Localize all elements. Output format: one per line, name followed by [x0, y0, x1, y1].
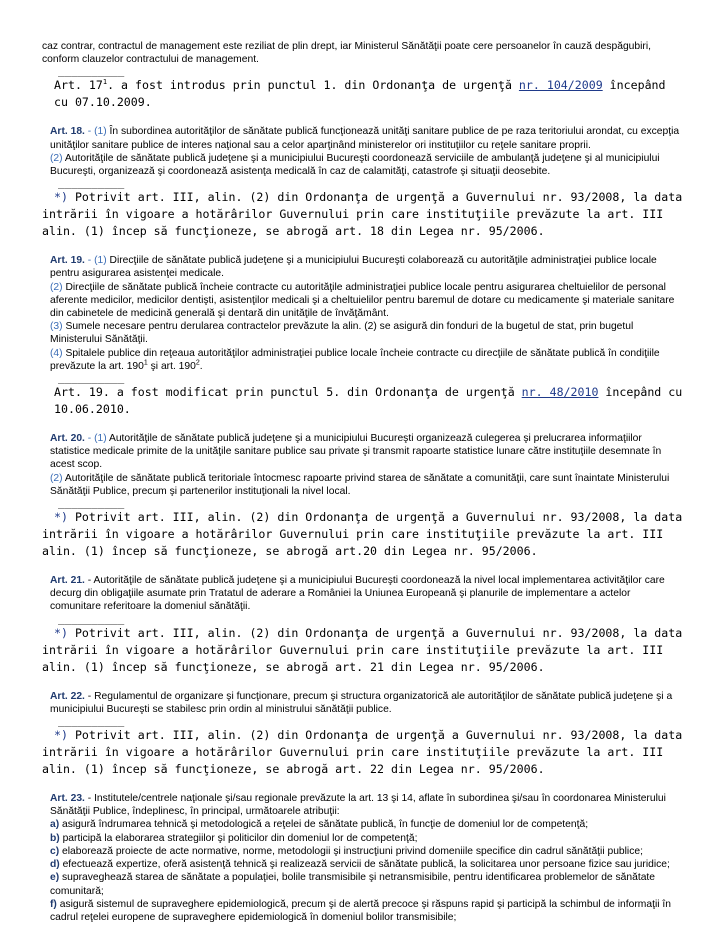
article-label: Art. 19.: [50, 255, 85, 267]
separator: __________: [58, 611, 125, 625]
article-label: Art. 21.: [50, 575, 85, 587]
article-23-item-d: d) efectuează expertize, oferă asistenţă tehnică şi realizează servicii de sănătate publică, la solicitarea unor persoane fizice sau juridice;: [50, 859, 670, 871]
article-23-intro: Art. 23. - Institutele/centrele naţionale şi/sau regionale prevăzute la art. 13 şi 14, aflate în subordinea şi/sau în coordonarea Ministerului Sănătăţii Publice, îndeplinesc, în principal, următoarele atribuţii:: [50, 793, 666, 818]
separator: __________: [58, 496, 125, 510]
article-20-p1: Art. 20. - (1) Autorităţile de sănătate publică judeţene şi a municipiului Bucureşti organizează culegerea şi prelucrarea informaţiilor statistice medicale primite de la unităţile sanitare publice sau private şi transmit rapoarte statistice lunare către instituţiile desemnate în acest scop.: [50, 433, 662, 471]
article-label: Art. 22.: [50, 690, 85, 702]
article-23-item-e: e) supraveghează starea de sănătate a populaţiei, bolile transmisibile şi netransmisibile, pentru identificarea problemelor de sănătate comunitară;: [50, 872, 656, 897]
footnote-art21: *) Potrivit art. III, alin. (2) din Ordonanţa de urgenţă a Guvernului nr. 93/2008, la data intrării în vigoare a hotărârilor Guvernului prin care instituţiile prevăzute la art. III alin. (1) încep să funcţioneze, se abrogă art. 21 din Legea nr. 95/2006.: [42, 625, 683, 674]
article-23-item-a: a) asigură îndrumarea tehnică şi metodologică a reţelei de sănătate publică, în funcţie de domeniul lor de competenţă;: [50, 819, 589, 831]
footnote-star: *): [54, 510, 68, 525]
footnote-art18: *) Potrivit art. III, alin. (2) din Ordonanţa de urgenţă a Guvernului nr. 93/2008, la data intrării în vigoare a hotărârilor Guvernului prin care instituţiile prevăzute la art. III alin. (1) încep să funcţioneze, se abrogă art. 18 din Legea nr. 95/2006.: [42, 190, 683, 239]
article-19-p4: (4) Spitalele publice din reţeaua autorităţilor administraţiei publice locale încheie contracte cu direcţiile de sănătate publică în condiţiile prevăzute la art. $190^1$ şi art. $190^2$.: [50, 347, 660, 372]
article-label: Art. 18.: [50, 126, 85, 138]
separator: __________: [58, 371, 125, 385]
article-20-p2: (2) Autorităţile de sănătate publică teritoriale întocmesc rapoarte privind starea de sănătate a comunităţii, care sunt înaintate Ministerului Sănătăţii Publice, precum şi partenerilor instituţionali la nivel local.: [50, 472, 670, 497]
article-23-item-c: c) elaborează proiecte de acte normative, norme, metodologii şi instrucţiuni privind domeniile specifice din cadrul sănătăţii publice;: [50, 845, 643, 857]
footnote-star: *): [54, 190, 68, 205]
article-label: Art. 20.: [50, 433, 85, 445]
article-21-p1: Art. 21. - Autorităţile de sănătate publică judeţene şi a municipiului Bucureşti coordonează la nivel local implementarea activităţilor care decurg din obligaţiile asumate prin Tratatul de aderare a României la Uniunea Europeană şi planurile de implementare a actelor comunitare referitoare la domeniul sănătăţii.: [50, 575, 665, 613]
amendment-note-art17: Art. $17^1$. a fost introdus prin punctul 1. din Ordonanţa de urgenţă nr. 104/2009 începând cu 07.10.2009.: [54, 78, 666, 110]
law-link[interactable]: nr. 48/2010: [521, 385, 599, 400]
separator: __________: [58, 714, 125, 728]
article-19-p2: (2) Direcţiile de sănătate publică încheie contracte cu autorităţile administraţiei publice locale pentru asigurarea cheltuielilor de personal aferente medicilor, medicilor dentişti, asistenţilor medicali şi a cheltuielilor pentru baremul de dotare cu medicamente şi materiale sanitare din cabinetele de medicină generală şi dentară din unităţile de învăţământ.: [50, 281, 675, 320]
article-23-item-b: b) participă la elaborarea strategiilor şi politicilor din domeniul lor de competenţă;: [50, 832, 418, 844]
article-label: Art. 23.: [50, 793, 85, 805]
document-page: [42, 40, 684, 924]
intro-paragraph: caz contrar, contractul de management este reziliat de plin drept, iar Ministerul Sănătăţii poate cere persoanelor în cauză despăgubiri, conform clauzelor contractului de management.: [42, 41, 651, 66]
footnote-art22: *) Potrivit art. III, alin. (2) din Ordonanţa de urgenţă a Guvernului nr. 93/2008, la data intrării în vigoare a hotărârilor Guvernului prin care instituţiile prevăzute la art. III alin. (1) încep să funcţioneze, se abrogă art. 22 din Legea nr. 95/2006.: [42, 728, 683, 777]
amendment-note-art19: Art. 19. a fost modificat prin punctul 5. din Ordonanţa de urgenţă nr. 48/2010 începând cu 10.06.2010.: [54, 385, 683, 417]
footnote-star: *): [54, 728, 68, 743]
law-link[interactable]: nr. 104/2009: [518, 78, 603, 93]
article-22-p1: Art. 22. - Regulamentul de organizare şi funcţionare, precum şi structura organizatorică ale autorităţilor de sănătate publică judeţene şi a municipiului Bucureşti se stabilesc prin ordin al ministrului sănătăţii publice.: [50, 690, 673, 715]
article-18-p2: (2) Autorităţile de sănătate publică judeţene şi a municipiului Bucureşti coordonează serviciile de ambulanţă judeţene şi al municipiului Bucureşti, organizează şi coordonează asistenţa medicală în caz de calamităţi, catastrofe şi situaţii deosebite.: [50, 152, 660, 178]
article-23-item-f: f) asigură sistemul de supraveghere epidemiologică, precum şi de alertă precoce şi răspuns rapid şi participă la schimbul de informaţii în cadrul reţelei europene de supraveghere epidemiologică în domeniul bolilor transmisibile;: [50, 898, 671, 923]
article-19-p1: Art. 19. - (1) Direcţiile de sănătate publică judeţene şi a municipiului Bucureşti colaborează cu autorităţile administraţiei publice locale pentru asigurarea asistenţei medicale.: [50, 255, 657, 280]
footnote-art20: *) Potrivit art. III, alin. (2) din Ordonanţa de urgenţă a Guvernului nr. 93/2008, la data intrării în vigoare a hotărârilor Guvernului prin care instituţiile prevăzute la art. III alin. (1) încep să funcţioneze, se abrogă art.20 din Legea nr. 95/2006.: [42, 510, 683, 559]
article-19-p3: (3) Sumele necesare pentru derularea contractelor prevăzute la alin. (2) se asigură din fonduri de la bugetul de stat, prin bugetul Ministerului Sănătăţii.: [50, 321, 634, 346]
article-18-p1: Art. 18. - (1) În subordinea autorităţilor de sănătate publică funcţionează unităţi sanitare publice de pe raza teritoriului arondat, cu excepţia unităţilor sanitare publice de interes naţional sau a celor aparţinând ministerelor ori instituţiilor cu reţele sanitare proprii.: [50, 126, 680, 151]
separator: __________: [58, 64, 125, 78]
footnote-star: *): [54, 625, 68, 640]
separator: __________: [58, 176, 125, 190]
